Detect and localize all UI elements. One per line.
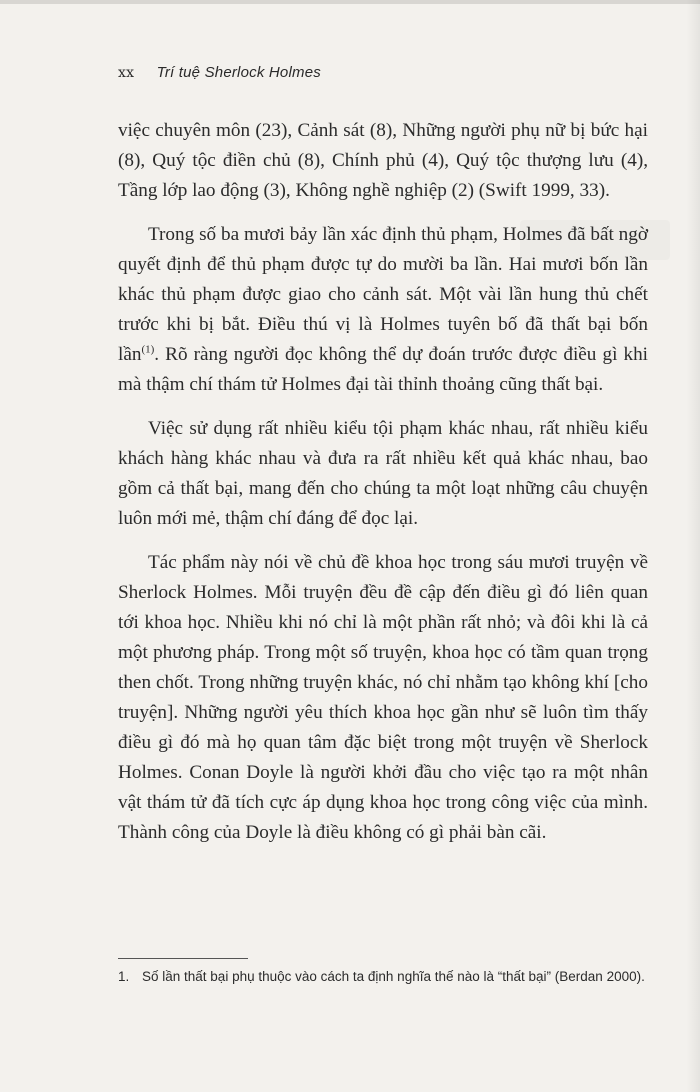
page-number: xx <box>118 65 135 81</box>
page-gutter-shadow <box>686 0 700 1092</box>
footnote-reference: (1) <box>141 343 155 356</box>
paragraph-1: việc chuyên môn (23), Cảnh sát (8), Những người phụ nữ bị bức hại (8), Quý tộc điền chủ (8), Chính phủ (4), Quý tộc thượng lưu (4), Tầng lớp lao động (3), Không nghề nghiệp (2) (Swift 1999, 33). <box>118 120 648 201</box>
footnote-number: 1. <box>118 969 130 984</box>
book-title: Trí tuệ Sherlock Holmes <box>156 64 321 81</box>
page-top-edge <box>0 0 700 4</box>
footnote-divider <box>118 958 248 959</box>
footnote <box>118 966 648 987</box>
paragraph-2 <box>118 220 648 400</box>
paragraph-2-text-before-ref: Trong số ba mươi bảy lần xác định thủ phạm, Holmes đã bất ngờ quyết định để thủ phạm được tự do mười ba lần. Hai mươi bốn lần khác thủ phạm được giao cho cảnh sát. Một vài lần hung thủ chết trước khi bị bắt. Điều thú vị là Holmes tuyên bố đã thất bại bốn lần <box>118 224 648 365</box>
running-header <box>118 64 321 81</box>
body-text <box>118 116 648 862</box>
footnote-text: Số lần thất bại phụ thuộc vào cách ta định nghĩa thế nào là “thất bại” (Berdan 2000). <box>142 969 645 984</box>
paragraph-4: Tác phẩm này nói về chủ đề khoa học trong sáu mươi truyện về Sherlock Holmes. Mỗi truyện đều đề cập đến điều gì đó liên quan tới khoa học. Nhiều khi nó chỉ là một phần rất nhỏ; và đôi khi là cả một phương pháp. Trong một số truyện, khoa học có tầm quan trọng then chốt. Trong những truyện khác, nó chỉ nhằm tạo không khí [cho truyện]. Những người yêu thích khoa học gần như sẽ luôn tìm thấy điều gì đó mà họ quan tâm đặc biệt trong một truyện về Sherlock Holmes. Conan Doyle là người khởi đầu cho việc tạo ra một nhân vật thám tử đã tích cực áp dụng khoa học trong công việc của mình. Thành công của Doyle là điều không có gì phải bàn cãi. <box>118 552 648 843</box>
paragraph-3: Việc sử dụng rất nhiều kiểu tội phạm khác nhau, rất nhiều kiểu khách hàng khác nhau và đưa ra rất nhiều kết quả khác nhau, bao gồm cả thất bại, mang đến cho chúng ta một loạt những câu chuyện luôn mới mẻ, thậm chí đáng để đọc lại. <box>118 418 648 529</box>
paragraph-2-text-after-ref: . Rõ ràng người đọc không thể dự đoán trước được điều gì khi mà thậm chí thám tử Holmes đại tài thỉnh thoảng cũng thất bại. <box>118 344 648 395</box>
